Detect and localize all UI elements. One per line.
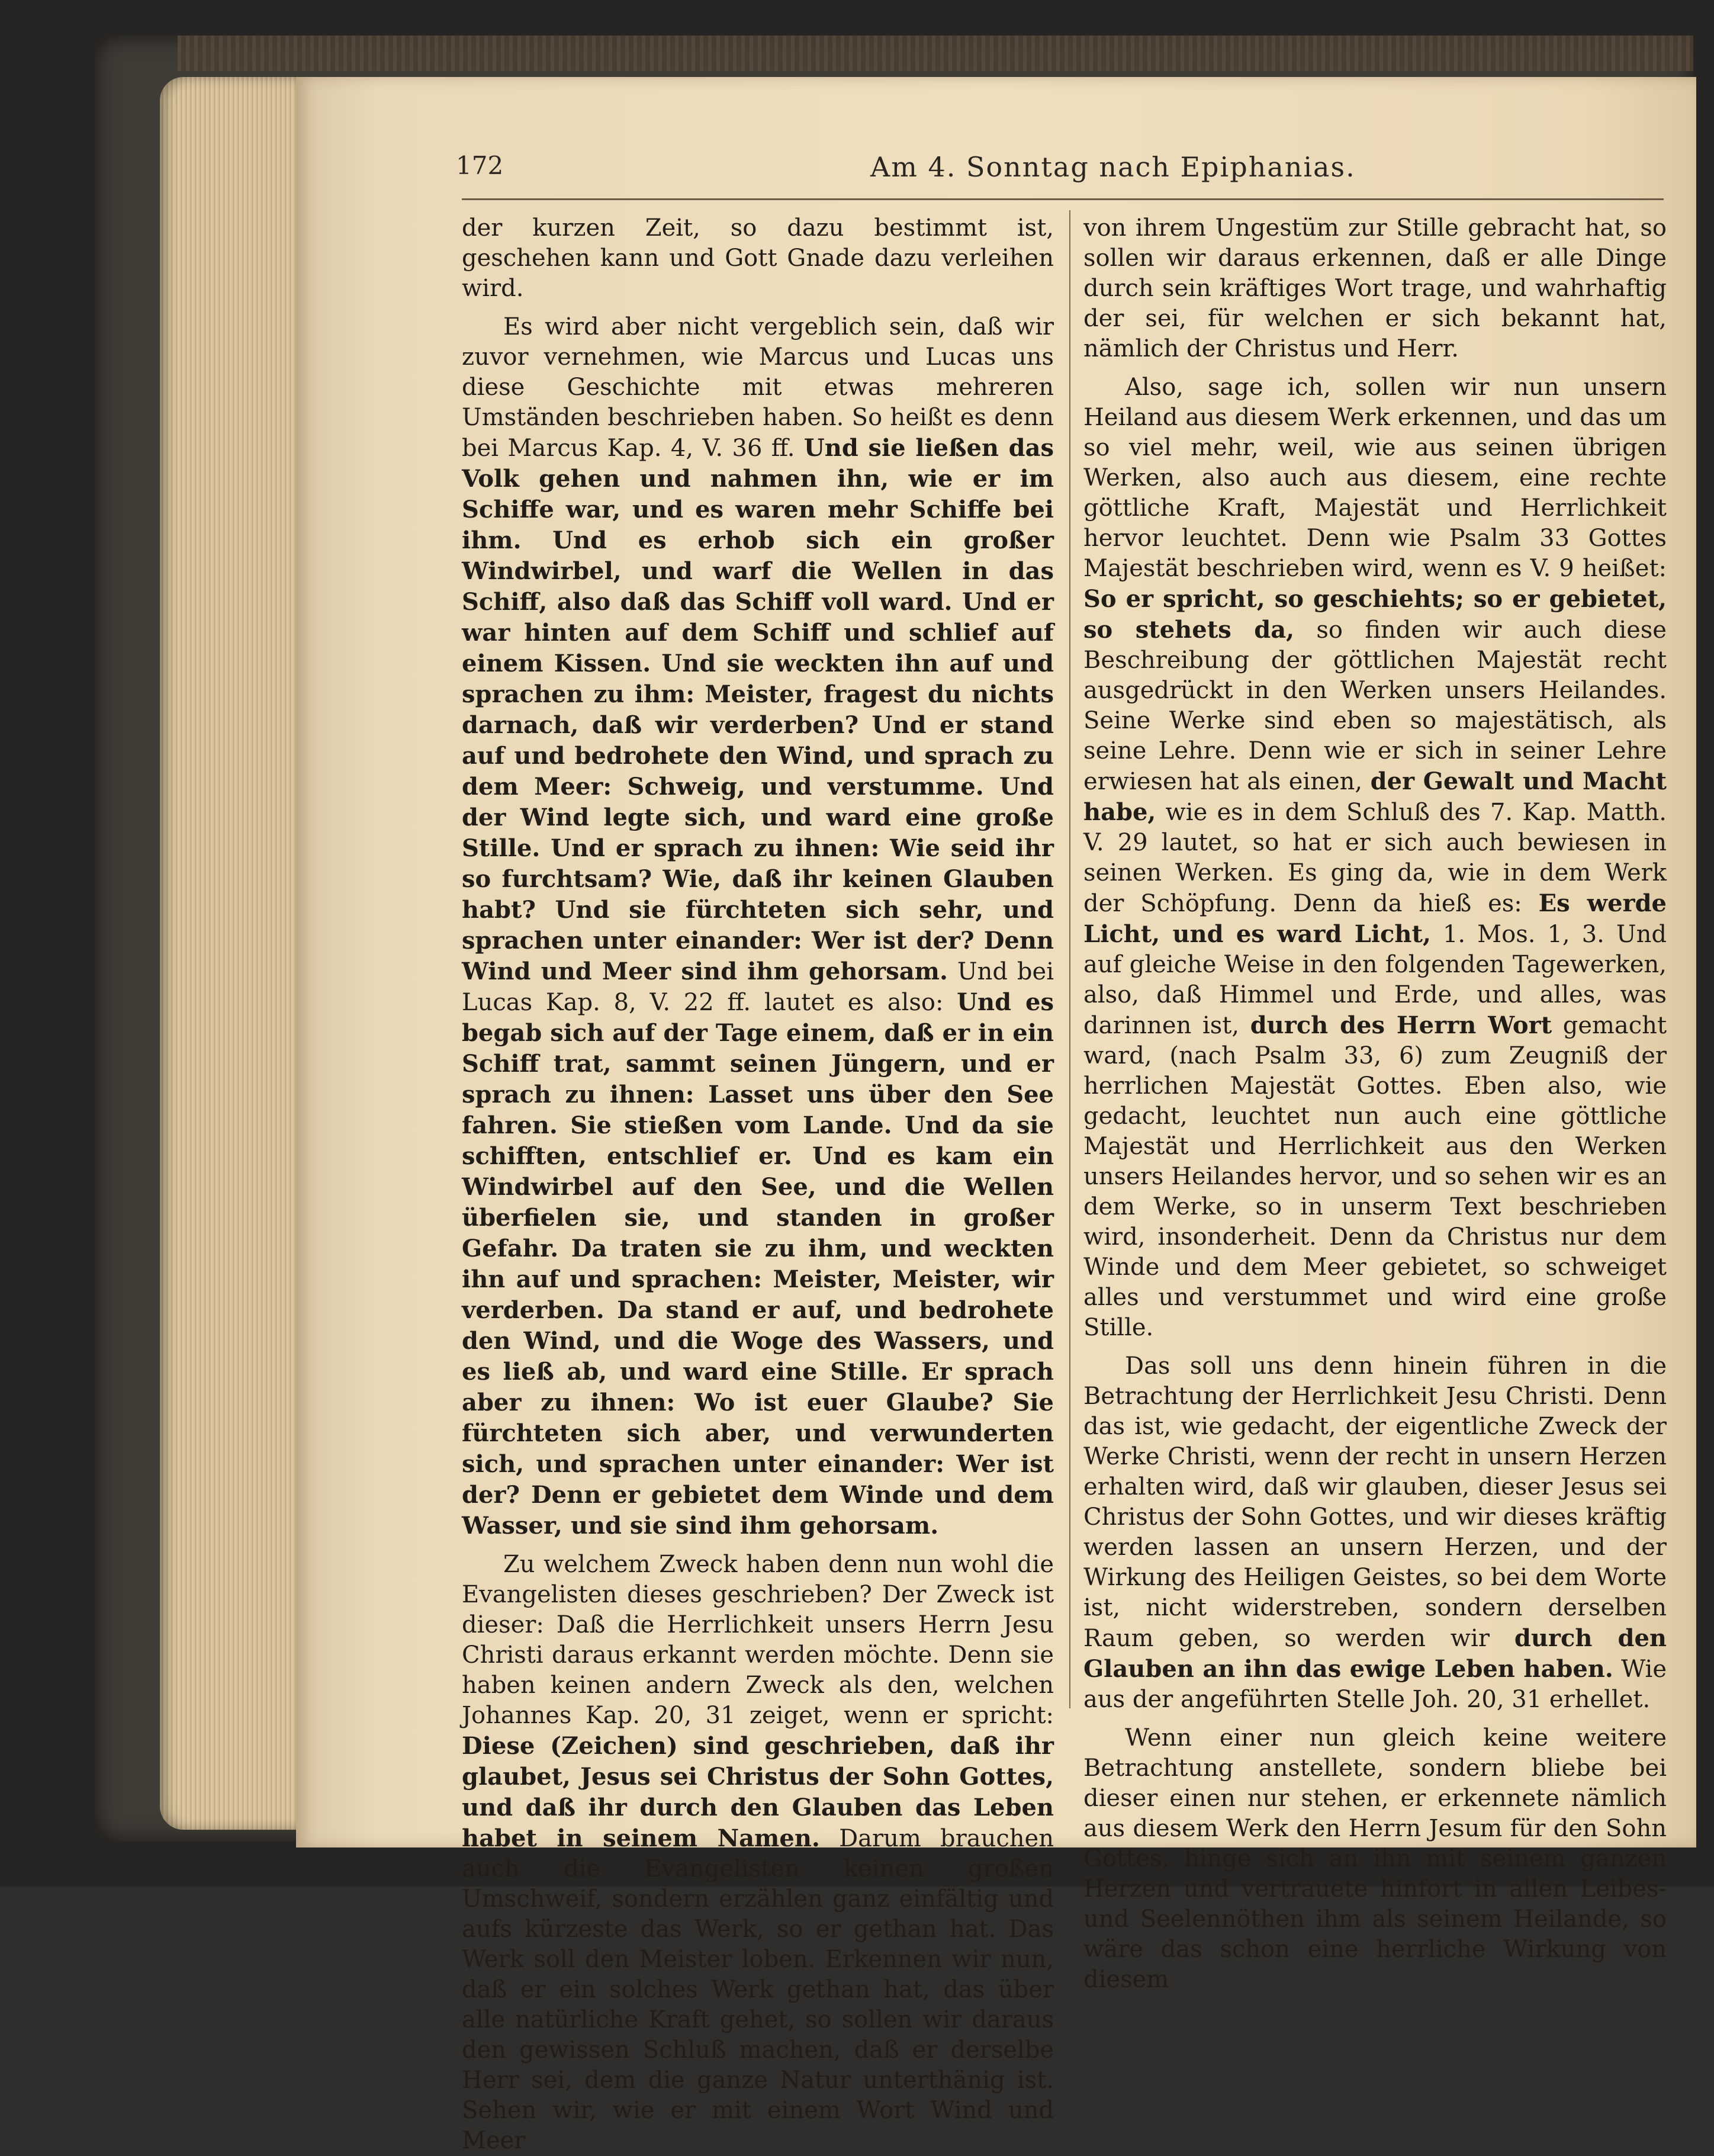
scripture-quote: Es werde Licht, und es ward Licht, [1083, 889, 1667, 948]
running-head [456, 151, 1670, 198]
text-run: wie es in dem Schluß des 7. Kap. Matth. V. 29 lautet, so hat er sich auch bewiesen in seinen Werken. Es ging da, wie in dem Werk der Schöpfung. Denn da hieß es: [1083, 799, 1667, 917]
cover-edge [178, 36, 1693, 71]
text-run: Wie aus der angeführten Stelle Joh. 20, 31 erhellet. [1083, 1656, 1667, 1713]
right-column [1083, 213, 1667, 1995]
paragraph [1083, 1723, 1667, 1995]
scripture-quote: der Gewalt und Macht habe, [1083, 767, 1667, 826]
scripture-quote: Und es begab sich auf der Tage einem, daß er in ein Schiff trat, sammt seinen Jüngern, und er sprach zu ihnen: Lasset uns über den See fahren. Sie stießen vom Lande. Und da sie schifften, entschlief er. Und es kam ein Windwirbel auf den See, und die Wellen überfielen sie, und standen in großer Gefahr. Da traten sie zu ihm, und weckten ihn auf und sprachen: Meister, Meister, wir verderben. Da stand er auf, und bedrohete den Wind, und die Woge des Wassers, und es ließ ab, und ward eine Stille. Er sprach aber zu ihnen: Wo ist euer Glaube? Sie fürchteten sich aber, und verwunderten sich, und sprachen unter einander: Wer ist der? Denn er gebietet dem Winde und dem Wasser, und sie sind ihm gehorsam. [462, 988, 1054, 1540]
text-run: der kurzen Zeit, so dazu bestimmt ist, geschehen kann und Gott Gnade dazu verleihen wird. [462, 214, 1054, 302]
column-divider [1069, 210, 1070, 1708]
paragraph [1083, 213, 1667, 364]
paragraph [1083, 1351, 1667, 1715]
scripture-quote: durch den Glauben an ihn das ewige Leben haben. [1083, 1624, 1667, 1683]
scripture-quote: Diese (Zeichen) sind geschrieben, daß ihr glaubet, Jesus sei Christus der Sohn Gottes, und daß ihr durch den Glauben das Leben habet in seinem Namen. [462, 1732, 1054, 1852]
page-number: 172 [456, 151, 504, 180]
text-run: gemacht ward, (nach Psalm 33, 6) zum Zeugniß der herrlichen Majestät Gottes. Eben also, wie gedacht, leuchtet nun auch eine göttliche Majestät und Herrlichkeit aus den Werken unsers Heilandes hervor, und so sehen wir es an dem Werke, so in unserm Text beschrieben wird, insonderheit. Denn da Christus nur dem Winde und dem Meer gebietet, so schweiget alles und verstummet und wird eine große Stille. [1083, 1012, 1667, 1341]
scripture-quote: So er spricht, so geschiehts; so er gebietet, so stehets da, [1083, 585, 1667, 644]
text-run: Darum brauchen auch die Evangelisten keinen großen Umschweif, sondern erzählen ganz einfältig und aufs kürzeste das Werk, so er gethan hat. Das Werk soll den Meister loben. Erkennen wir nun, daß er ein solches Werk gethan hat, das über alle natürliche Kraft gehet, so sollen wir daraus den gewissen Schluß machen, daß er derselbe Herr sei, dem die ganze Natur unterthänig ist. Sehen wir, wie er mit einem Wort Wind und Meer [462, 1825, 1054, 2154]
header-rule [462, 198, 1664, 200]
scripture-quote: Und sie ließen das Volk gehen und nahmen ihn, wie er im Schiffe war, und es waren mehr Schiffe bei ihm. Und es erhob sich ein großer Windwirbel, und warf die Wellen in das Schiff, also daß das Schiff voll ward. Und er war hinten auf dem Schiff und schlief auf einem Kissen. Und sie weckten ihn auf und sprachen zu ihm: Meister, fragest du nichts darnach, daß wir verderben? Und er stand auf und bedrohete den Wind, und sprach zu dem Meer: Schweig, und verstumme. Und der Wind legte sich, und ward eine große Stille. Und er sprach zu ihnen: Wie seid ihr so furchtsam? Wie, daß ihr keinen Glauben habt? Und sie fürchteten sich sehr, und sprachen unter einander: Wer ist der? Denn Wind und Meer sind ihm gehorsam. [462, 434, 1054, 985]
paragraph [462, 312, 1054, 1541]
text-run: von ihrem Ungestüm zur Stille gebracht hat, so sollen wir daraus erkennen, daß er alle Dinge durch sein kräftiges Wort trage, und wahrhaftig der sei, für welchen er sich bekannt hat, nämlich der Christus und Herr. [1083, 214, 1667, 362]
text-run: so finden wir auch diese Beschreibung der göttlichen Majestät recht ausgedrückt in den Werken unsers Heilandes. Seine Werke sind eben so majestätisch, als seine Lehre. Denn wie er sich in seiner Lehre erwiesen hat als einen, [1083, 616, 1667, 795]
page-edges [160, 77, 302, 1830]
paragraph [462, 1550, 1054, 2156]
paragraph [1083, 372, 1667, 1343]
paragraph [462, 213, 1054, 304]
text-run: Und bei Lucas Kap. 8, V. 22 ff. lautet es also: [462, 958, 1054, 1016]
text-run: Wenn einer nun gleich keine weitere Betrachtung anstellete, sondern bliebe bei dieser einen nur stehen, er erkennete nämlich aus diesem Werk den Herrn Jesum für den Sohn Gottes, hinge sich an ihn mit seinem ganzen Herzen und vertrauete hinfort in allen Leibes- und Seelennöthen ihm als seinem Heilande, so wäre das schon eine herrliche Wirkung von diesem [1083, 1724, 1667, 1993]
text-run: Also, sage ich, sollen wir nun unsern Heiland aus diesem Werk erkennen, und das um so viel mehr, weil, wie aus seinen übrigen Werken, also auch aus diesem, eine rechte göttliche Kraft, Majestät und Herrlichkeit hervor leuchtet. Denn wie Psalm 33 Gottes Majestät beschrieben wird, wenn es V. 9 heißet: [1083, 374, 1667, 582]
running-title: Am 4. Sonntag nach Epiphanias. [870, 151, 1356, 183]
scripture-quote: durch des Herrn Wort [1250, 1011, 1552, 1039]
text-run: Das soll uns denn hinein führen in die Betrachtung der Herrlichkeit Jesu Christi. Denn das ist, wie gedacht, der eigentliche Zweck der Werke Christi, wenn der recht in unsern Herzen erhalten wird, daß wir glauben, dieser Jesus sei Christus der Sohn Gottes, und wir dieses kräftig werden lassen an unsern Herzen, und der Wirkung des Heiligen Geistes, so bei dem Worte ist, nicht widerstreben, sondern derselben Raum geben, so werden wir [1083, 1352, 1667, 1652]
left-column [462, 213, 1054, 2156]
text-run: 1. Mos. 1, 3. Und auf gleiche Weise in den folgenden Tagewerken, also, daß Himmel und Erde, und alles, was darinnen ist, [1083, 921, 1667, 1039]
text-run: Zu welchem Zweck haben denn nun wohl die Evangelisten dieses geschrieben? Der Zweck ist dieser: Daß die Herrlichkeit unsers Herrn Jesu Christi daraus erkannt werden möchte. Denn sie haben keinen andern Zweck als den, welchen Johannes Kap. 20, 31 zeiget, wenn er spricht: [462, 1551, 1054, 1729]
text-run: Es wird aber nicht vergeblich sein, daß wir zuvor vernehmen, wie Marcus und Lucas uns diese Geschichte mit etwas mehreren Umständen beschrieben haben. So heißt es denn bei Marcus Kap. 4, V. 36 ff. [462, 313, 1054, 462]
